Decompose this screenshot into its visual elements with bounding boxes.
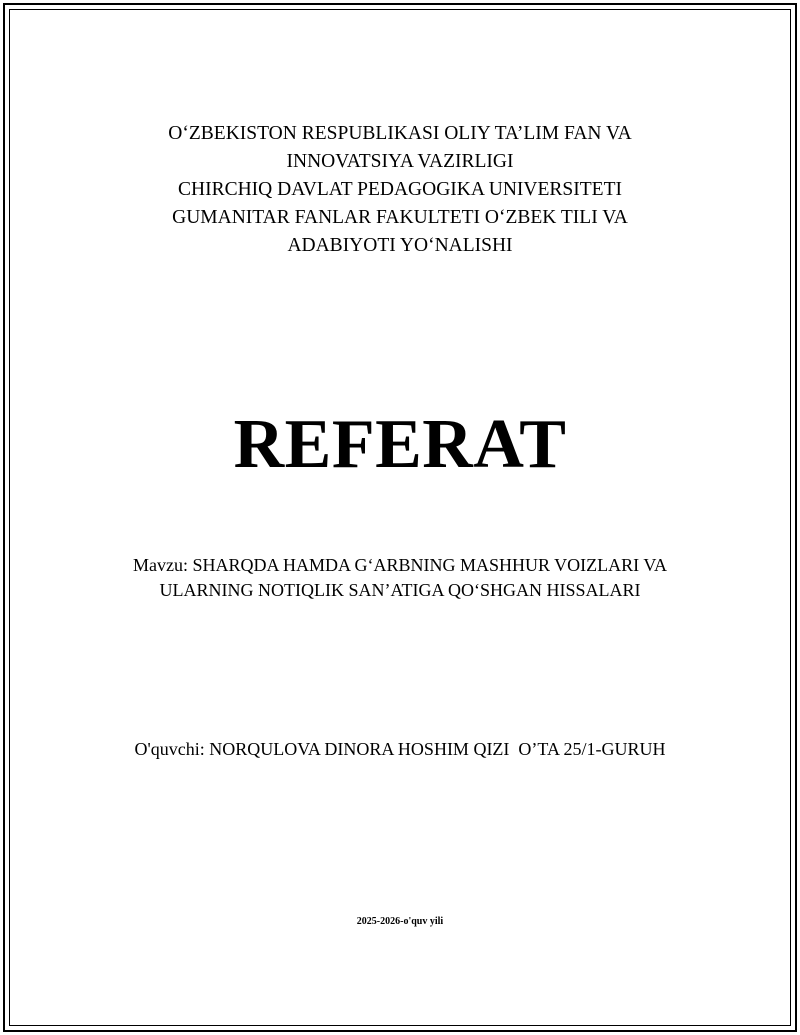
header-line-2: INNOVATSIYA VAZIRLIGI: [286, 151, 514, 172]
student-info: O'quvchi: NORQULOVA DINORA HOSHIM QIZI O’TA 25/1-GURUH: [134, 739, 666, 759]
topic-line-1: Mavzu: SHARQDA HAMDA G‘ARBNING MASHHUR VOIZLARI VA: [132, 555, 668, 575]
document-title: REFERAT: [233, 406, 567, 483]
topic-line-2: ULARNING NOTIQLIK SAN’ATIGA QO‘SHGAN HISSALARI: [159, 580, 641, 600]
header-line-4: GUMANITAR FANLAR FAKULTETI O‘ZBEK TILI VA: [172, 207, 628, 228]
institution-header: [0, 120, 800, 260]
header-line-1: O‘ZBEKISTON RESPUBLIKASI OLIY TA’LIM FAN VA: [168, 123, 632, 144]
topic-block: [0, 553, 800, 603]
academic-year: 2025-2026-o'quv yili: [356, 916, 444, 927]
header-line-5: ADABIYOTI YO‘NALISHI: [287, 235, 513, 256]
header-line-3: CHIRCHIQ DAVLAT PEDAGOGIKA UNIVERSITETI: [178, 179, 622, 200]
